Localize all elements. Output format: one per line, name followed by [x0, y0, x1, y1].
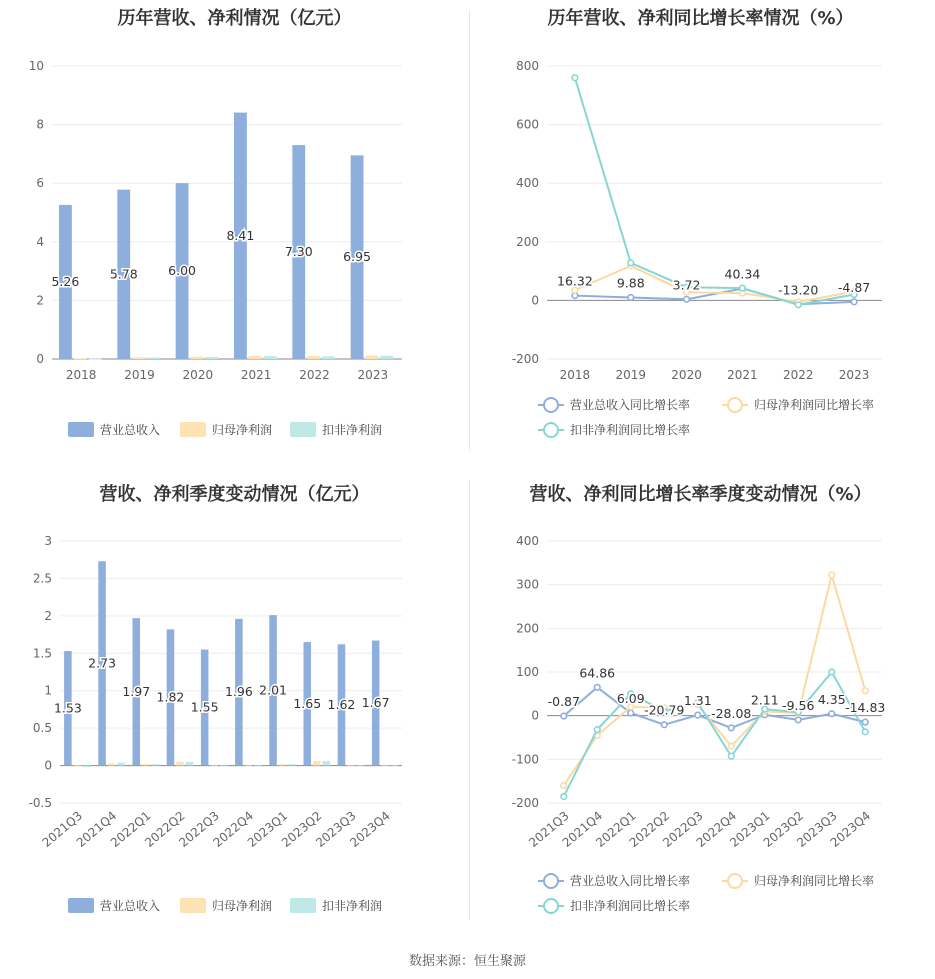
y-tick-label: 2.5 [32, 571, 52, 586]
legend-label: 扣非净利润同比增长率 [570, 899, 691, 913]
point-marker [594, 727, 600, 733]
source-note: 数据来源：恒生聚源 [408, 954, 526, 969]
point-marker [862, 688, 868, 694]
x-tick-label: 2022 [782, 368, 814, 382]
legend-item [538, 422, 690, 437]
bar [205, 357, 218, 359]
data-label: 1.67 [361, 695, 390, 711]
bar [142, 764, 150, 765]
x-tick-label: 2022Q1 [107, 808, 154, 850]
y-tick-label: 300 [516, 577, 539, 592]
x-tick-label: 2023 [838, 368, 870, 382]
bar [132, 357, 145, 359]
legend-label: 扣非净利润同比增长率 [570, 423, 691, 437]
legend-swatch [180, 898, 206, 913]
bar [380, 356, 393, 359]
data-label: 3.72 [672, 277, 701, 293]
divider-top [469, 10, 470, 450]
data-label: -9.56 [782, 697, 815, 713]
point-marker [684, 297, 690, 303]
x-tick-label: 2023Q2 [278, 808, 325, 850]
legend-swatch [68, 898, 94, 913]
legend-label: 归母净利润同比增长率 [754, 398, 875, 412]
bar [279, 764, 287, 765]
legend-item [180, 422, 272, 437]
point-marker [862, 719, 868, 725]
bar [152, 764, 160, 765]
point-marker [829, 711, 835, 717]
annual-revenue-chart [0, 0, 469, 460]
x-tick-label: 2022Q1 [593, 808, 639, 850]
x-tick-label: 2021Q4 [73, 808, 120, 850]
bar [83, 766, 91, 767]
x-tick-label: 2023Q3 [313, 808, 359, 850]
quarterly-growth-chart [466, 470, 935, 940]
point-marker [740, 285, 746, 291]
y-tick-label: -0.5 [28, 796, 52, 810]
quarterly-revenue-svg [0, 470, 469, 940]
data-label: -28.08 [711, 705, 752, 721]
point-marker [795, 302, 801, 308]
point-marker [661, 722, 667, 728]
point-marker [628, 295, 634, 301]
legend-item [538, 397, 690, 412]
bar [249, 356, 262, 359]
chart-title: 营收、净利季度变动情况（亿元） [99, 484, 370, 505]
y-tick-label: 200 [516, 621, 539, 636]
bar [264, 356, 277, 359]
legend-marker [544, 398, 558, 412]
point-marker [561, 713, 567, 719]
x-tick-label: 2019 [615, 368, 647, 382]
bar [191, 357, 204, 359]
x-tick-label: 2023Q4 [347, 808, 393, 850]
data-label: 40.34 [724, 266, 761, 282]
x-tick-label: 2022Q4 [210, 808, 257, 850]
bar [210, 765, 218, 766]
data-label: 1.53 [53, 700, 82, 716]
y-tick-label: 1.5 [32, 646, 52, 661]
legend-swatch [68, 422, 94, 437]
point-marker [795, 717, 801, 723]
data-label: 1.96 [224, 684, 253, 700]
legend-marker [544, 423, 558, 437]
bar [147, 358, 160, 359]
y-tick-label: 1 [44, 683, 52, 698]
bar [307, 356, 320, 359]
legend-item [722, 397, 874, 412]
legend-swatch [290, 898, 316, 913]
data-label: 1.31 [683, 693, 712, 709]
x-tick-label: 2021Q4 [559, 808, 606, 850]
data-label: -4.87 [837, 279, 871, 295]
bar [245, 765, 253, 766]
legend-item [68, 898, 160, 913]
data-label: 64.86 [579, 665, 616, 681]
bar [108, 763, 116, 765]
point-marker [851, 299, 857, 305]
x-tick-label: 2021Q3 [39, 808, 86, 850]
data-label: 1.97 [122, 683, 151, 699]
x-tick-label: 2018 [559, 368, 591, 382]
legend-item [538, 898, 690, 913]
data-label: 2.01 [259, 682, 287, 698]
legend-label: 归母净利润 [212, 423, 273, 437]
legend-swatch [180, 422, 206, 437]
annual-growth-svg [466, 0, 935, 460]
point-marker [594, 685, 600, 691]
legend-marker [728, 398, 742, 412]
x-tick-label: 2022Q4 [693, 808, 740, 850]
data-label: 1.55 [190, 699, 219, 715]
bar [254, 766, 262, 767]
annual-revenue-svg [0, 0, 469, 460]
data-label: -20.79 [644, 702, 685, 718]
y-tick-label: 0 [531, 708, 539, 723]
x-tick-label: 2023Q2 [760, 808, 807, 850]
bar [89, 359, 102, 360]
data-label: -14.83 [845, 700, 886, 716]
legend-marker [544, 899, 558, 913]
divider-bottom [469, 480, 470, 920]
x-tick-label: 2021 [727, 368, 758, 382]
point-marker [829, 669, 835, 675]
y-tick-label: 400 [516, 534, 539, 548]
data-label: 6.00 [168, 263, 197, 279]
legend-label: 营业总收入同比增长率 [570, 398, 691, 412]
point-marker [561, 794, 567, 800]
data-label: 2.73 [88, 655, 116, 671]
data-label: 6.09 [616, 691, 645, 707]
legend-item [68, 422, 160, 437]
bar [366, 355, 379, 359]
x-tick-label: 2022Q3 [660, 808, 706, 850]
point-marker [561, 783, 567, 789]
point-marker [862, 729, 868, 735]
y-tick-label: 4 [36, 234, 44, 249]
legend-item [290, 422, 382, 437]
data-label: 5.26 [51, 273, 80, 289]
series-line [575, 78, 854, 305]
y-tick-label: 0 [44, 758, 52, 773]
y-tick-label: 800 [516, 59, 539, 73]
bar [347, 765, 355, 766]
x-tick-label: 2023Q1 [727, 808, 773, 850]
legend-label: 扣非净利润 [322, 423, 383, 437]
legend-label: 营业总收入 [100, 899, 161, 913]
chart-title: 营收、净利同比增长率季度变动情况（%） [529, 484, 872, 505]
y-tick-label: 8 [36, 117, 44, 132]
y-tick-label: 2 [36, 293, 44, 308]
legend-label: 营业总收入 [100, 423, 161, 437]
legend-item [722, 873, 874, 888]
x-tick-label: 2019 [124, 368, 155, 382]
bar [391, 765, 399, 766]
data-label: 1.82 [156, 689, 185, 705]
data-label: 1.65 [293, 695, 322, 711]
point-marker [728, 725, 734, 731]
bar [381, 765, 389, 766]
bar [220, 765, 228, 766]
data-label: 6.95 [343, 249, 372, 265]
chart-title: 历年营收、净利同比增长率情况（%） [547, 8, 854, 29]
x-tick-label: 2023Q3 [794, 808, 840, 850]
y-tick-label: 3 [44, 534, 52, 548]
y-tick-label: 200 [516, 234, 539, 249]
data-label: 5.78 [109, 266, 138, 282]
y-tick-label: 0 [36, 352, 44, 366]
data-label: 2.11 [750, 692, 779, 708]
x-tick-label: 2020 [671, 368, 702, 382]
x-tick-label: 2021 [240, 368, 272, 382]
bar [313, 761, 321, 765]
y-tick-label: 10 [28, 59, 44, 73]
data-label: 9.88 [616, 275, 645, 291]
point-marker [728, 743, 734, 749]
bar [322, 356, 335, 359]
y-tick-label: -200 [511, 796, 539, 810]
quarterly-revenue-chart [0, 470, 469, 940]
y-tick-label: 6 [36, 176, 44, 191]
legend-swatch [290, 422, 316, 437]
point-marker [829, 572, 835, 578]
bar [74, 358, 87, 359]
x-tick-label: 2022Q2 [142, 808, 188, 850]
y-tick-label: 600 [516, 117, 539, 132]
x-tick-label: 2023Q1 [244, 808, 291, 850]
chart-title: 历年营收、净利情况（亿元） [117, 8, 352, 29]
legend-marker [544, 874, 558, 888]
data-label: 7.30 [284, 244, 313, 260]
data-label: 1.62 [327, 696, 356, 712]
annual-growth-chart [466, 0, 935, 460]
x-tick-label: 2022 [299, 368, 330, 382]
legend-label: 归母净利润同比增长率 [754, 874, 875, 888]
bar [323, 761, 331, 765]
series-line [564, 672, 866, 796]
legend-item [538, 873, 690, 888]
point-marker [695, 712, 701, 718]
x-tick-label: 2018 [65, 368, 97, 382]
bar [117, 763, 125, 766]
y-tick-label: -100 [511, 752, 539, 767]
bar [288, 764, 296, 765]
legend-marker [728, 874, 742, 888]
bar [357, 765, 365, 766]
point-marker [628, 260, 634, 266]
y-tick-label: 2 [44, 608, 52, 623]
bar [186, 762, 194, 766]
data-label: 8.41 [226, 227, 255, 243]
point-marker [628, 710, 634, 716]
legend-label: 归母净利润 [212, 899, 273, 913]
y-tick-label: 400 [516, 176, 539, 191]
x-tick-label: 2023Q4 [827, 808, 874, 850]
x-tick-label: 2022Q3 [176, 808, 222, 850]
bar [74, 766, 82, 767]
x-tick-label: 2022Q2 [626, 808, 673, 850]
x-tick-label: 2021Q3 [526, 808, 572, 850]
legend-item [180, 898, 272, 913]
data-label: 4.35 [817, 691, 846, 707]
y-tick-label: 100 [516, 665, 539, 679]
y-tick-label: 0 [531, 293, 539, 308]
data-label: -13.20 [778, 282, 819, 298]
legend-label: 营业总收入同比增长率 [570, 874, 691, 888]
data-label: 16.32 [557, 273, 593, 289]
bar [176, 762, 184, 766]
y-tick-label: 0.5 [32, 721, 52, 736]
legend-item [290, 898, 382, 913]
point-marker [728, 753, 734, 759]
legend-label: 扣非净利润 [322, 899, 383, 913]
data-label: -0.87 [547, 694, 580, 710]
x-tick-label: 2020 [182, 368, 214, 382]
point-marker [572, 75, 578, 81]
x-tick-label: 2023 [357, 368, 389, 382]
y-tick-label: -200 [511, 352, 539, 366]
quarterly-growth-svg [466, 470, 935, 940]
